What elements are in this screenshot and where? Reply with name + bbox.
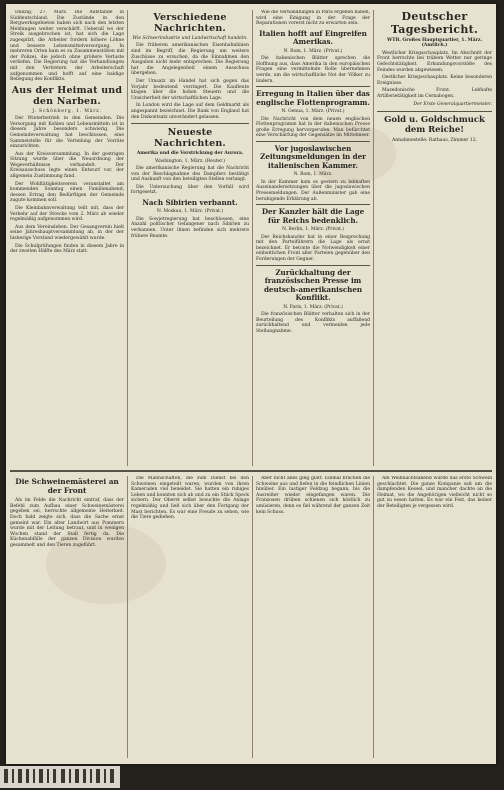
left-paragraph: Der Wohltätigkeitsverein veranstaltet am kommenden Sonntag einen Familienabend, dessen Ertrag den Bedürftigen der Gemeinde zugute kommen soll. [10, 181, 124, 204]
right-mid-lead: Wie die Verhandlungen in Paris ergeben haben, wird eine Einigung in der Frage der Reparationen vorerst nicht zu erwarten sein. [256, 10, 370, 27]
column-rule [127, 476, 128, 758]
left-paragraph: Aus der Kreisversammlung. In der gestrigen Sitzung wurde über die Neuordnung der Wegeverhältnisse verhandelt. Der Kreisausschuss legte einen Entwurf vor, der allgemein Zustimmung fand. [10, 151, 124, 180]
article-divider [256, 86, 370, 87]
box-title: Nach Sibirien verbannt. [142, 197, 238, 207]
news-paragraph: Die Untersuchung über den Vorfall wird fortgesetzt. [131, 184, 249, 196]
bottom-column-2 [131, 476, 249, 758]
news-paragraph: Die amerikanische Regierung hat die Nachricht von der Beschlagnahme des Dampfers bestätigt und Auskunft von den beteiligten Stellen verlangt. [131, 165, 249, 183]
report-signature: Der Erste Generalquartiermeister. [413, 101, 492, 107]
mid-paragraph: Die früheren amerikanischen Eisenbahnlinien sind im Begriff, die Regierung um weitere Zuschüsse zu ersuchen, da die Einnahmen den Ausgaben nicht mehr entsprechen. Die Regierung hat die Angelegenheit einem Ausschuss übergeben. [131, 43, 249, 77]
right-mid-column [256, 10, 370, 465]
news-subtitle: Amerika und die Verstrickung der Aurora. [136, 151, 244, 157]
article-text: Die Nachricht von dem neuen englischen Flottenprogramm hat in der italienischen Presse große Erregung hervorgerufen. Man befürchtet eine Verschärfung der Gegensätze im Mittelmeer. [256, 116, 370, 139]
article-dateline: N. Rom, 1. März. [293, 172, 333, 178]
report-paragraph: Westlicher Kriegsschauplatz. Im Abschnitt der Front herrschte bei trübem Wetter nur geringe Gefechtstätigkeit. Erkundungsvorstöße des Feindes wurden abgewiesen. [377, 50, 492, 73]
feuilleton-text: Aber nicht alles ging glatt. Einmal brachen die Schweine aus und liefen in die feindlichen Linien hinüber. Ein lustiger Feldzug begann, bis die Ausreißer wieder eingefangen waren. Die Franzosen drüben schienen sich köstlich zu amüsieren, denn es fiel während der ganzen Zeit kein Schuss. [256, 476, 370, 515]
column-rule [373, 476, 374, 758]
box-dateline: N. Moskau, 1. März. (Privat.) [156, 209, 224, 215]
right-column [377, 10, 492, 465]
article-dateline: N. Berlin, 1. März. (Privat.) [281, 227, 345, 233]
mid-section-title: Verschiedene Nachrichten. [153, 12, 227, 34]
article-title: Der Kanzler hält die Lage für Reichs bedenklich. [261, 207, 365, 225]
report-paragraph: Oestlicher Kriegsschauplatz. Keine besonderen Ereignisse. [377, 75, 492, 86]
column-rule [127, 10, 128, 466]
article-text: Der Reichskanzler hat in einer Besprechung mit den Parteiführern die Lage als ernst bezeichnet. Er betonte die Notwendigkeit einer einheitlichen Front aller Parteien gegenüber den Forderungen der Gegner. [256, 234, 370, 262]
feuilleton-text: Als im Felde die Nachricht eintraf, dass der Befehl zum Aufbau einer Schweinemästerei gegeben sei, herrschte allgemeine Heiterkeit. Doch bald zeigte sich, dass die Sache ernst gemeint war. Ein alter Landwirt aus Pommern wurde mit der Leitung betraut, und in wenigen Wochen stand der Stall fertig da. Die Küchenabfälle der ganzen Division wurden gesammelt und den Tieren zugeführt. [10, 498, 124, 548]
left-dateline: J. Schönberg, 1. März. [32, 108, 102, 114]
left-paragraph: Der Winterbetrieb in den Gemeinden. Die Versorgung mit Kohlen und Lebensmitteln ist in diesem Jahre besonders schwierig. Die Gemeindeverwaltung hat beschlossen, eine Sammelstelle für die Verteilung der Vorräte einzurichten. [10, 116, 124, 150]
article-title: Italien hofft auf Eingreifen Amerikas. [259, 28, 367, 47]
report-paragraph: Mazedonische Front. Lebhafte Artillerietätigkeit im Cernabogen. [377, 88, 492, 99]
article-text: In der Kammer kam es gestern zu lebhaften Auseinandersetzungen über die jugoslawischen Pressemeldungen. Der Außenminister gab eine beruhigende Erklärung ab. [256, 179, 370, 202]
article-title: Vor jugoslawischen Zeitungsmeldungen in der italienischen Kammer. [260, 143, 366, 170]
box-text: Die Sowjetregierung hat beschlossen, eine Anzahl politischer Gefangener nach Sibirien zu verbannen. Unter ihnen befinden sich mehrere frühere Beamte. [131, 216, 249, 239]
column-rule [252, 10, 253, 466]
bottom-column-4 [377, 476, 492, 758]
newspaper-page [6, 4, 496, 764]
section-divider [131, 123, 249, 124]
article-divider [256, 265, 370, 266]
banner-rule [377, 111, 492, 112]
daily-report-masthead: Deutscher Tagesbericht. [390, 10, 479, 36]
article-divider [256, 141, 370, 142]
article-title: Erregung in Italien über das englische Flottenprogramm. [256, 89, 370, 107]
article-dateline: N. Rom, 1. März. (Privat.) [283, 48, 343, 54]
left-intro-text: Danzig, 27. März. Die Aufstände in Süddeutschland. Die Zustände in den Bergwerksgebieten haben sich nach den letzten Meldungen weiter verschärft. Ueberall wo der Streik ausgebrochen ist, hat sich die Lage zugespitzt, die Arbeiter fordern höhere Löhne und bessere Lebensmittelversorgung. In mehreren Orten kam es zu Zusammenstößen mit der Polizei, die jedoch ohne größere Verluste verliefen. Die Regierung hat die Verhandlungen mit den Vertretern der Arbeiterschaft aufgenommen und hofft auf eine baldige Beilegung des Konflikts. [10, 10, 124, 83]
feuilleton-title: Die Schweinemästerei an der Front [15, 477, 119, 495]
left-column [10, 10, 124, 465]
left-paragraph: Die Kleinbahnverwaltung teilt mit, dass der Verkehr auf der Strecke vom 2. März ab wieder regelmäßig aufgenommen wird. [10, 206, 124, 223]
mid-subtitle: Wie Schwerindustrie und Landwirtschaft handeln. [132, 36, 248, 41]
news-title: Neueste Nachrichten. [154, 127, 226, 150]
gold-appeal-banner: Gold u. Goldschmuck dem Reiche! [384, 115, 485, 136]
article-dateline: N. Genua, 1. März. (Privat.) [281, 109, 345, 115]
left-section-title: Aus der Heimat und den Narben. [11, 84, 123, 107]
article-divider [256, 204, 370, 205]
mid-paragraph: In London wird die Lage auf dem Geldmarkt als angespannt bezeichnet. Die Bank von England hat den Diskontsatz unverändert gelassen. [131, 103, 249, 120]
mid-paragraph: Der Umsatz im Handel hat sich gegen das Vorjahr bedeutend verringert. Die Kaufleute klagen über die hohen Steuern und die Unsicherheit der wirtschaftlichen Lage. [131, 78, 249, 101]
bottom-column-3 [256, 476, 370, 758]
article-text: Die italienischen Blätter sprechen die Hoffnung aus, dass Amerika in den europäischen Fragen eine vermittelnde Rolle übernehmen werde, um die wirtschaftliche Not der Völker zu lindern. [256, 56, 370, 84]
feuilleton-text: Die Mannschaften, die zum Dienst bei den Schweinen eingeteilt waren, wurden von ihren Kameraden viel beneidet. Sie hatten ein ruhiges Leben und konnten sich ab und zu ein Stück Speck sichern. Der Oberst selbst besuchte die Anlage regelmäßig und ließ sich über den Fortgang der Mast berichten. Es war eine Freude zu sehen, wie die Tiere gediehen. [131, 476, 249, 521]
left-paragraph: Aus dem Vereinsleben. Der Gesangverein hielt seine Jahreshauptversammlung ab, in der der bisherige Vorstand wiedergewählt wurde. [10, 224, 124, 241]
feuilleton-text: Am Weihnachtsabend wurde das erste Schwein geschlachtet. Die ganze Kompanie saß um die dampfenden Kessel, und mancher dachte an die Heimat, wo die Angehörigen vielleicht nicht so gut zu essen hatten. Es war ein Fest, das keiner der Beteiligten je vergessen wird. [377, 476, 492, 509]
article-dateline: N. Paris, 1. März. (Privat.) [283, 304, 343, 310]
article-title: Zurückhaltung der französischen Presse im deutsch-amerikanischen Konflikt. [263, 267, 363, 303]
news-dateline: Washington, 1. März. (Reuter.) [155, 158, 225, 164]
gold-appeal-sub: Annahmestelle: Rathaus, Zimmer 12. [391, 138, 478, 144]
mid-column [131, 10, 249, 465]
report-dateline: WTB. Großes Hauptquartier, 1. März. (Amtlich.) [386, 38, 482, 49]
left-paragraph: Die Schulprüfungen finden in diesem Jahre in der zweiten Hälfte des März statt. [10, 243, 124, 255]
column-rule [373, 10, 374, 466]
column-rule [252, 476, 253, 758]
section-rule [10, 470, 492, 472]
scan-barcode-mark [0, 766, 120, 788]
article-text: Die französischen Blätter verhalten sich in der Beurteilung des Konflikts auffallend zurückhaltend und vermeiden jede Stellungnahme. [256, 312, 370, 334]
bottom-column-1 [10, 476, 124, 758]
